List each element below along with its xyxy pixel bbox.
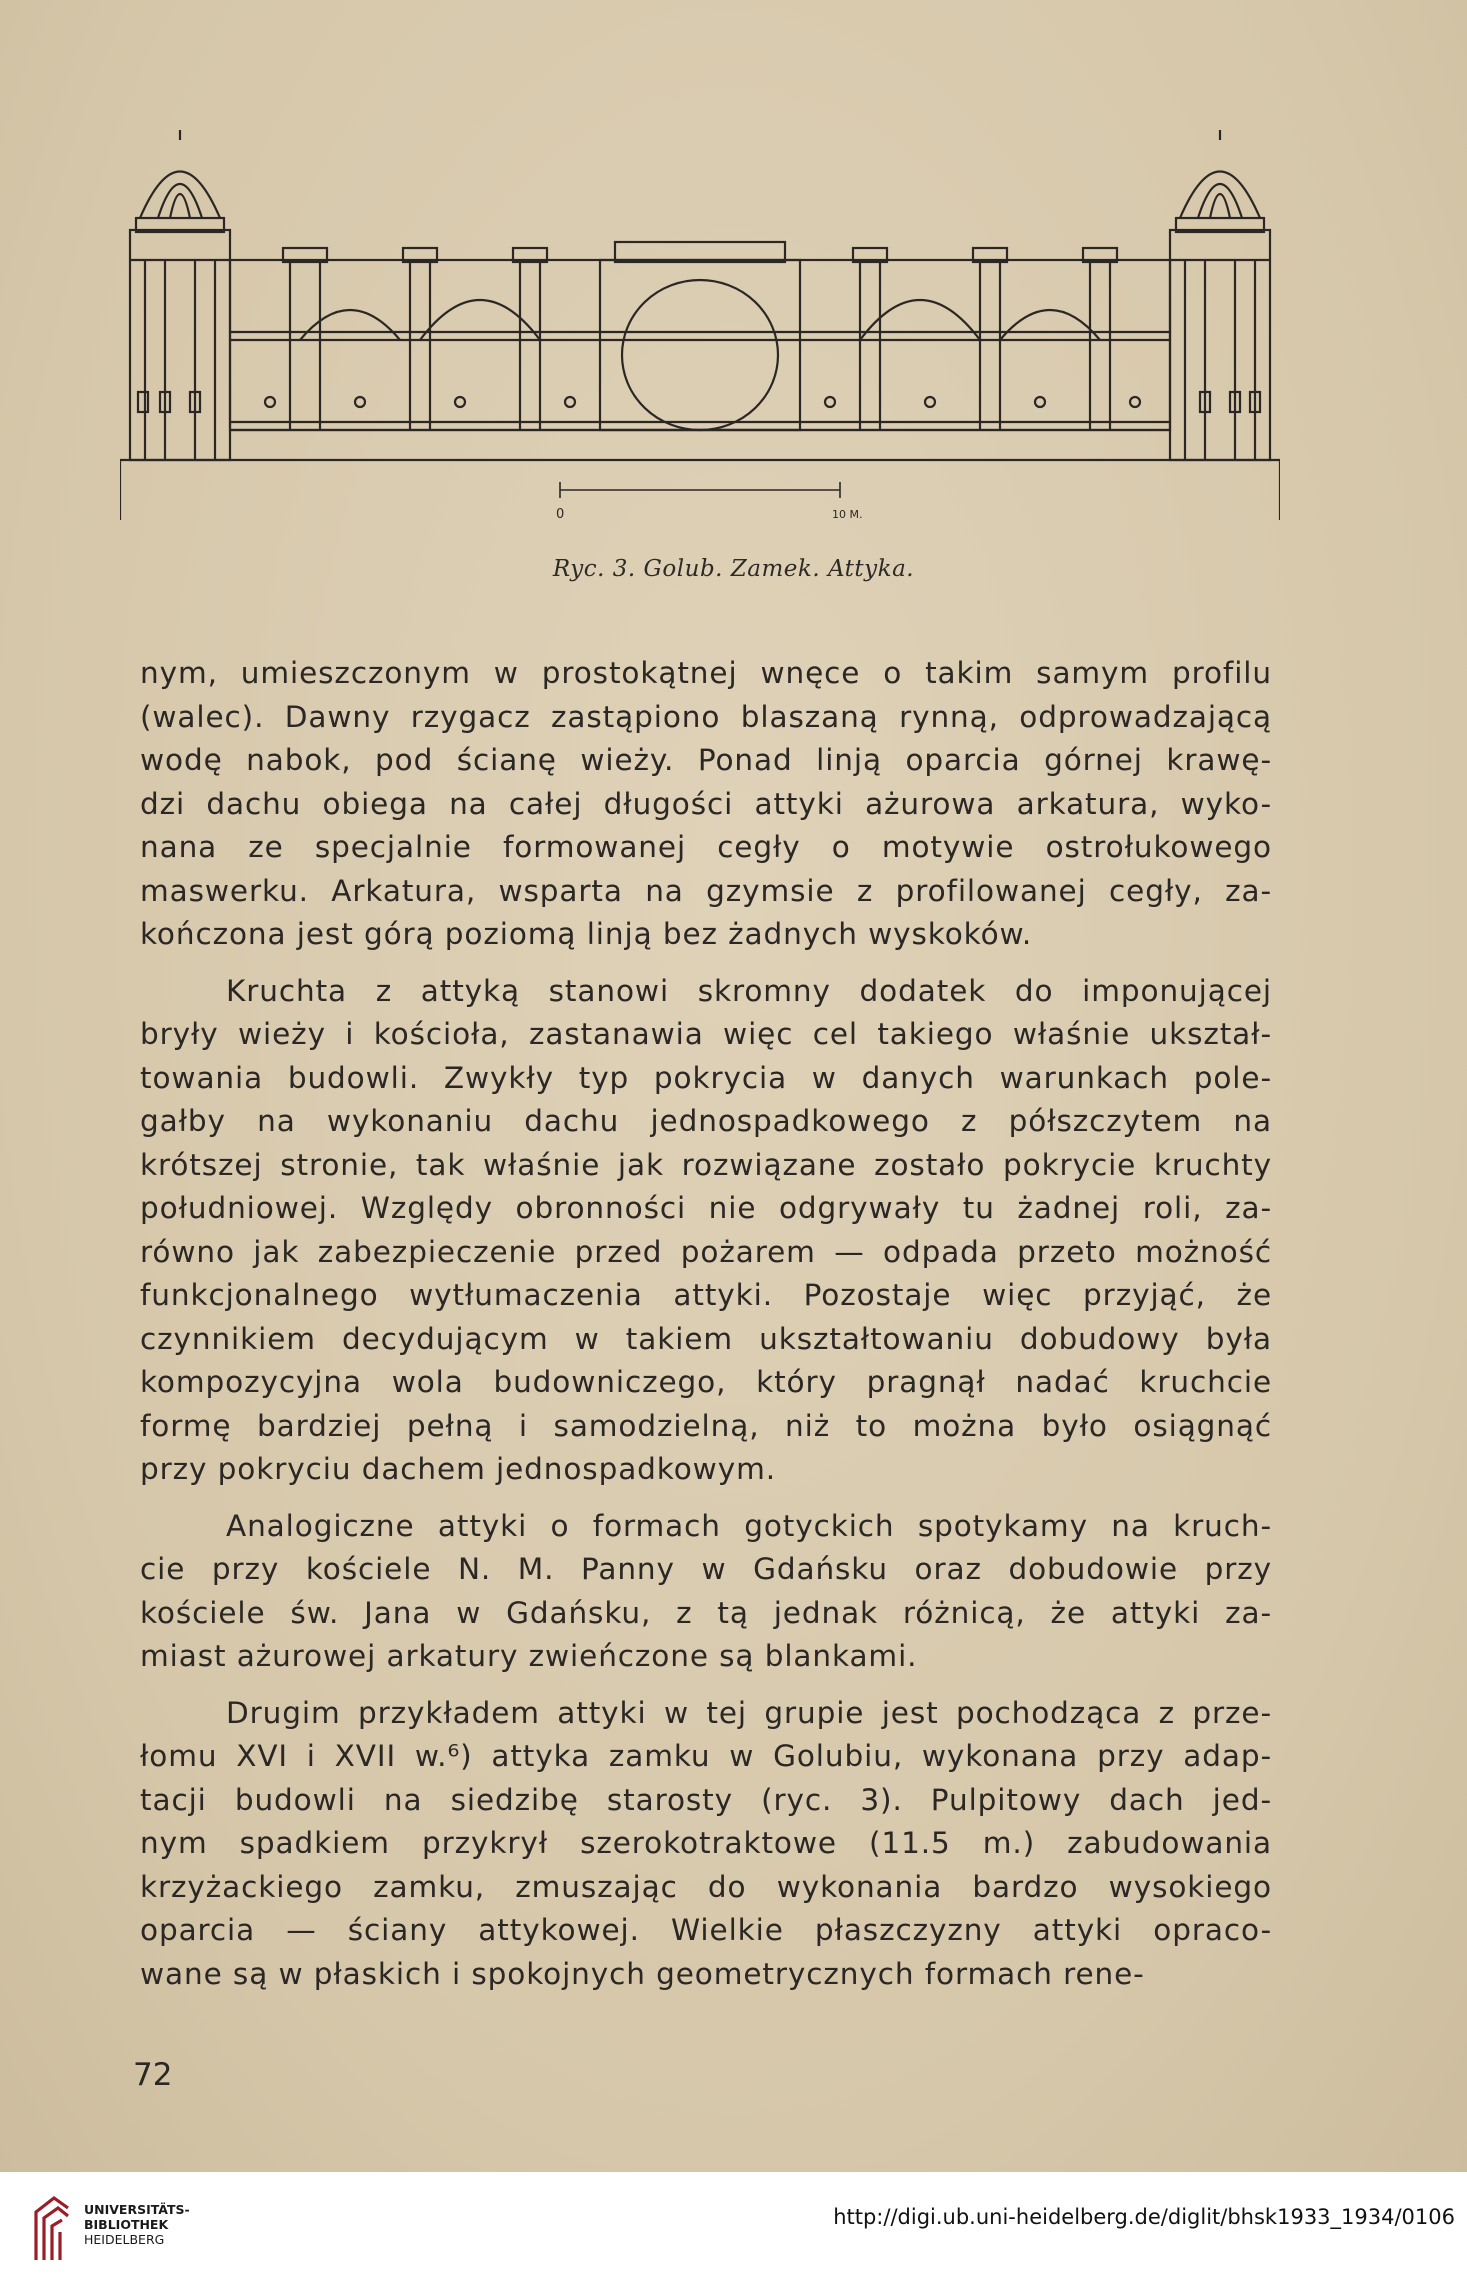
article-text [140,652,1272,1996]
paragraph [140,652,1272,957]
library-name-line3: HEIDELBERG [84,2232,165,2247]
text-line: Drugim przykładem attyki w tej grupie jest pochodząca z prze- [226,1695,1272,1730]
paragraph [140,970,1272,1492]
text-line: południowej. Względy obronności nie odgrywały tu żadnej roli, za- [140,1191,1272,1225]
text-line: miast ażurowej arkatury zwieńczone są blankami. [140,1639,918,1673]
text-line: (walec). Dawny rzygacz zastąpiono blaszaną rynną, odprowadzającą [140,699,1272,734]
text-line: krzyżackiego zamku, zmuszając do wykonania bardzo wysokiego [140,1869,1272,1904]
page-number: 72 [133,2057,173,2093]
scale-end-label: 10 M. [832,508,863,521]
library-logo-icon[interactable] [28,2190,76,2262]
text-line: Kruchta z attyką stanowi skromny dodatek do imponującej [226,973,1272,1008]
scale-start-label: 0 [556,507,565,522]
text-line: łomu XVI i XVII w.⁶) attyka zamku w Golubiu, wykonana przy adap- [140,1739,1272,1773]
figure-caption: Ryc. 3. Golub. Zamek. Attyka. [552,556,915,582]
paragraph-gap [140,1492,1272,1505]
paragraph-gap [140,1679,1272,1692]
text-line: funkcjonalnego wytłumaczenia attyki. Pozostaje więc przyjąć, że [140,1278,1272,1312]
paragraph-gap [140,957,1272,970]
viewer-footer [0,2172,1467,2280]
text-line: tacji budowli na siedzibę starosty (ryc. 3). Pulpitowy dach jed- [140,1782,1272,1817]
text-line: dzi dachu obiega na całej długości attyki ażurowa arkatura, wyko- [140,786,1272,821]
text-line: kończona jest górą poziomą linją bez żadnych wyskoków. [140,917,1033,951]
text-line: towania budowli. Zwykły typ pokrycia w danych warunkach pole- [140,1060,1272,1095]
text-line: wodę nabok, pod ścianę wieży. Ponad linją oparcia górnej krawę- [140,743,1272,777]
attic-drawing-figure [120,130,1280,540]
text-line: cie przy kościele N. M. Panny w Gdańsku oraz dobudowie przy [140,1552,1272,1586]
library-name[interactable] [84,2202,190,2247]
attic-elevation-drawing [120,130,1280,540]
text-line: nym, umieszczonym w prostokątnej wnęce o takim samym profilu [140,656,1272,690]
text-line: kompozycyjna wola budowniczego, który pragnął nadać kruchcie [140,1365,1272,1399]
text-line: czynnikiem decydującym w takiem ukształtowaniu dobudowy była [140,1321,1272,1356]
text-line: krótszej stronie, tak właśnie jak rozwiązane zostało pokrycie kruchty [140,1147,1272,1182]
source-url-link[interactable]: http://digi.ub.uni-heidelberg.de/diglit/bhsk1933_1934/0106 [833,2205,1455,2229]
text-line: formę bardziej pełną i samodzielną, niż to można było osiągnąć [140,1408,1272,1443]
text-line: Analogiczne attyki o formach gotyckich spotykamy na kruch- [226,1508,1272,1543]
text-line: wane są w płaskich i spokojnych geometrycznych formach rene- [140,1956,1145,1991]
text-line: oparcia — ściany attykowej. Wielkie płaszczyzny attyki opraco- [140,1913,1272,1947]
text-line: kościele św. Jana w Gdańsku, z tą jednak różnicą, że attyki za- [140,1595,1272,1630]
paragraph [140,1692,1272,1997]
library-name-line2: BIBLIOTHEK [84,2217,169,2232]
paragraph [140,1505,1272,1679]
text-line: bryły wieży i kościoła, zastanawia więc cel takiego właśnie ukształ- [140,1017,1272,1051]
text-line: równo jak zabezpieczenie przed pożarem — odpada przeto możność [140,1234,1272,1269]
text-line: gałby na wykonaniu dachu jednospadkowego z półszczytem na [140,1104,1272,1138]
library-name-line1: UNIVERSITÄTS- [84,2202,190,2217]
text-line: maswerku. Arkatura, wsparta na gzymsie z profilowanej cegły, za- [140,873,1272,908]
text-line: nana ze specjalnie formowanej cegły o motywie ostrołukowego [140,830,1272,864]
text-line: przy pokryciu dachem jednospadkowym. [140,1452,776,1486]
text-line: nym spadkiem przykrył szerokotraktowe (11.5 m.) zabudowania [140,1826,1272,1860]
